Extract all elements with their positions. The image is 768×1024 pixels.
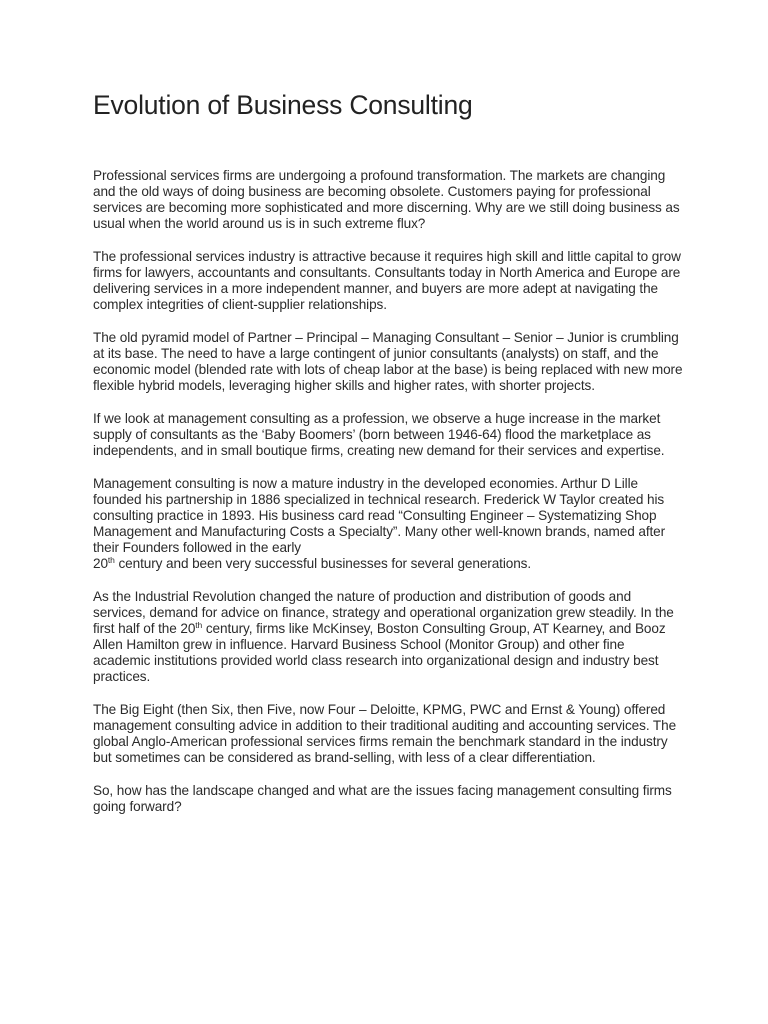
paragraph-pyramid-model: The old pyramid model of Partner – Principal – Managing Consultant – Senior – Junior is crumbling at its base. The need to have a large contingent of junior consultants (analysts) on staff, and the economic model (blended rate with lots of cheap labor at the base) is being replaced with new more flexible hybrid models, leveraging higher skills and higher rates, with shorter projects. bbox=[93, 330, 683, 393]
paragraph-history-number: 20 bbox=[93, 556, 108, 571]
paragraph-history-part2: century and been very successful businesses for several generations. bbox=[114, 556, 532, 571]
paragraph-history bbox=[93, 476, 683, 572]
paragraph-industrial-revolution bbox=[93, 589, 683, 685]
paragraph-big-eight: The Big Eight (then Six, then Five, now Four – Deloitte, KPMG, PWC and Ernst & Young) offered management consulting advice in addition to their traditional auditing and accounting services. The global Anglo-American professional services firms remain the benchmark standard in the industry but sometimes can be considered as brand-selling, with less of a clear differentiation. bbox=[93, 702, 677, 765]
paragraph-revolution-part2: century, firms like McKinsey, Boston Consulting Group, AT Kearney, and Booz Allen Hamilton grew in influence. Harvard Business School (Monitor Group) and other fine academic institutions provided world class research into organizational design and industry best practices. bbox=[93, 621, 666, 684]
paragraph-closing-question: So, how has the landscape changed and what are the issues facing management consulting firms going forward? bbox=[93, 783, 672, 814]
paragraph-profession: If we look at management consulting as a profession, we observe a huge increase in the market supply of consultants as the ‘Baby Boomers’ (born between 1946-64) flood the marketplace as independents, and in small boutique firms, creating new demand for their services and expertise. bbox=[93, 411, 665, 458]
paragraph-industry: The professional services industry is attractive because it requires high skill and little capital to grow firms for lawyers, accountants and consultants. Consultants today in North America and Europe are delivering services in a more independent manner, and buyers are more adept at navigating the complex integrities of client-supplier relationships. bbox=[93, 249, 681, 312]
paragraph-revolution-superscript: th bbox=[195, 620, 203, 630]
document-title: Evolution of Business Consulting bbox=[93, 90, 473, 120]
document-page bbox=[93, 88, 683, 832]
paragraph-intro: Professional services firms are undergoing a profound transformation. The markets are changing and the old ways of doing business are becoming obsolete. Customers paying for professional services are becoming more sophisticated and more discerning. Why are we still doing business as usual when the world around us is in such extreme flux? bbox=[93, 168, 680, 231]
paragraph-history-superscript: th bbox=[107, 555, 115, 565]
paragraph-history-part1: Management consulting is now a mature industry in the developed economies. Arthur D Lille founded his partnership in 1886 specialized in technical research. Frederick W Taylor created his consulting practice in 1893. His business card read “Consulting Engineer – Systematizing Shop Management and Manufacturing Costs a Specialty”. Many other well-known brands, named after their Founders followed in the early bbox=[93, 476, 666, 555]
paragraph-revolution-part1: As the Industrial Revolution changed the nature of production and distribution of goods and services, demand for advice on finance, strategy and operational organization grew steadily. In the first half of the 20 bbox=[93, 589, 674, 636]
